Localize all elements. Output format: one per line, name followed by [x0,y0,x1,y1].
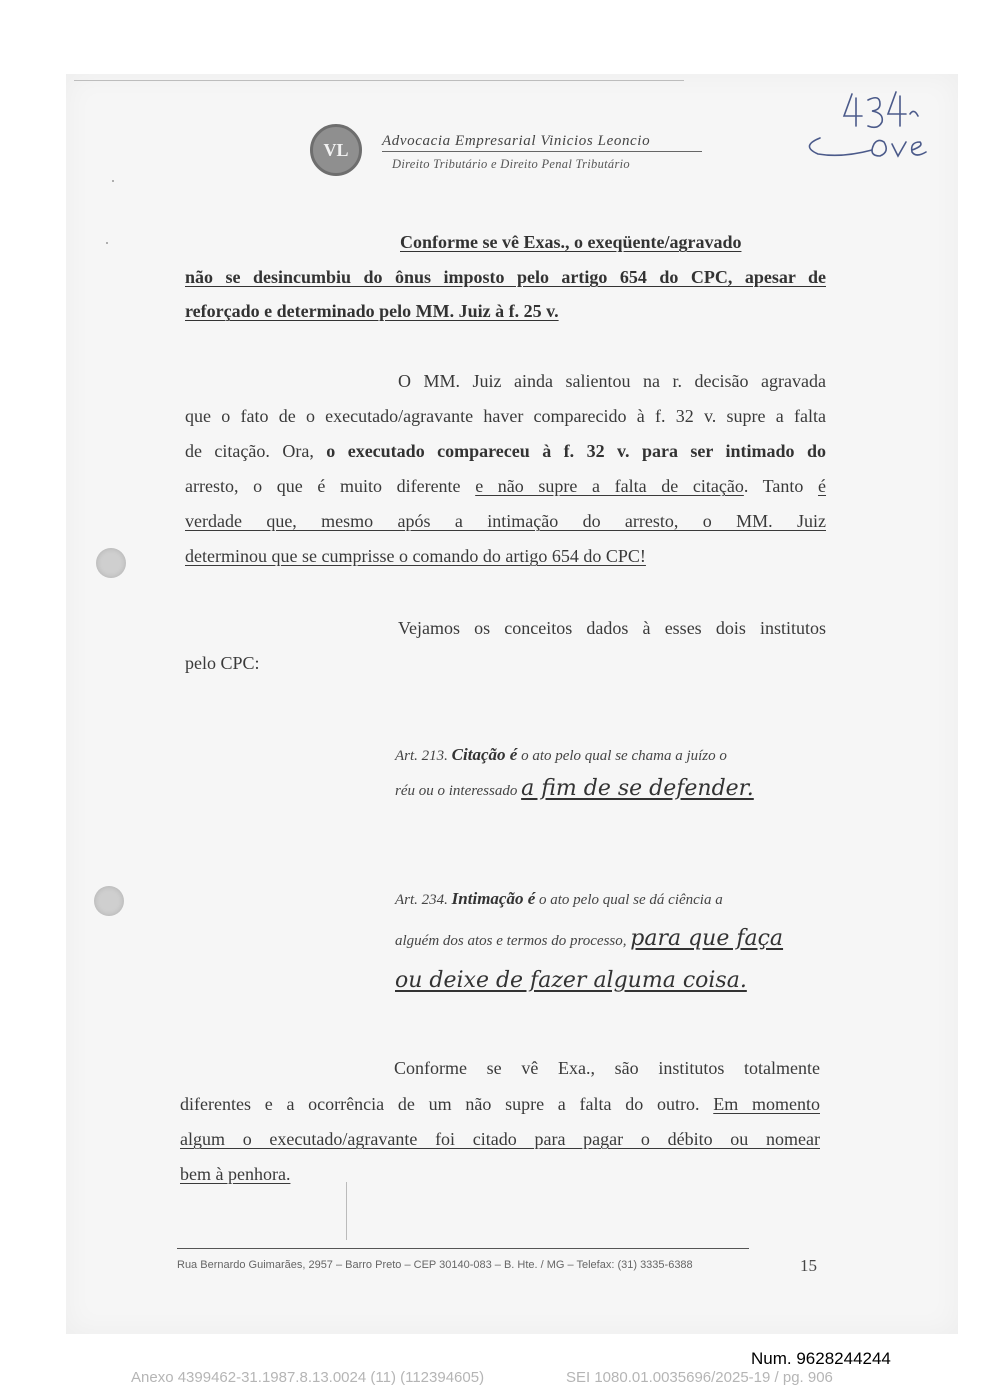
firm-logo [310,124,362,176]
paragraph1-line3: reforçado e determinado pelo MM. Juiz à f. 25 v. [185,301,559,321]
quote-art213-emphasis: a fim de se defender. [521,776,754,801]
quote-art234-term: Intimação é [451,889,536,908]
paragraph4-line3: algum o executado/agravante foi citado para pagar o débito ou nomear [180,1129,820,1149]
punch-hole-upper [96,548,126,578]
scan-mark [346,1182,347,1240]
quote-art234-line2 [395,928,823,952]
punch-hole-lower [94,886,124,916]
paragraph2-line2: que o fato de o executado/agravante haver comparecido à f. 32 v. supre a falta [185,406,826,426]
paragraph2-line4 [185,475,826,497]
paragraph1-line2: não se desincumbiu do ônus imposto pelo artigo 654 do CPC, apesar de [185,267,826,287]
logo-text: VL [323,140,349,160]
paragraph2-line1: O MM. Juiz ainda salientou na r. decisão agravada [398,371,826,391]
quote-art213-term: Citação é [451,745,518,764]
anexo-reference: Anexo 4399462-31.1987.8.13.0024 (11) (112394605) [131,1369,485,1386]
top-edge-line [74,80,684,81]
paragraph4-line2 [180,1093,820,1115]
paragraph2-line4-plain2: . Tanto [743,476,819,496]
paragraph2-line4-underlined2: é [818,476,827,496]
document-number: Num. 9628244244 [751,1349,891,1368]
quote-art213-label: Art. 213. [395,748,448,764]
paragraph2-line6: determinou que se cumprisse o comando do artigo 654 do CPC! [185,546,646,566]
paragraph2-line3 [185,440,826,462]
quote-art234-emphasis1: para que faça [630,926,784,951]
quote-art213-line1 [395,744,823,767]
paragraph4-line4: bem à penhora. [180,1164,291,1184]
paragraph3-line2: pelo CPC: [185,653,260,673]
paragraph4-line2-underlined: Em momento [713,1094,820,1114]
sei-reference: SEI 1080.01.0035696/2025-19 / pg. 906 [566,1369,833,1386]
paragraph2-line4-underlined: e não supre a falta de citação [475,476,744,496]
scan-speck [106,242,108,244]
quote-art234-text: o ato pelo qual se dá ciência a [535,892,723,908]
firm-subtitle: Direito Tributário e Direito Penal Tributário [392,157,630,171]
paragraph2-line3-plain: de citação. Ora, [185,441,327,461]
paragraph1-line1: Conforme se vê Exas., o exeqüente/agravado [400,232,742,252]
page-number: 15 [800,1256,817,1275]
handwritten-annotation [792,86,942,176]
quote-art234-text2: alguém dos atos e termos do processo, [395,933,631,949]
quote-art213-line2 [395,778,823,802]
quote-art213-text2: réu ou o interessado [395,783,522,799]
paragraph2-line5: verdade que, mesmo após a intimação do arresto, o MM. Juiz [185,511,826,531]
scan-speck [112,180,114,182]
quote-art213-text: o ato pelo qual se chama a juízo o [517,748,727,764]
paragraph4-line1: Conforme se vê Exa., são institutos totalmente [394,1058,820,1078]
footer-rule [177,1248,749,1249]
quote-art234-line3 [395,970,823,994]
paragraph2-line4-plain: arresto, o que é muito diferente [185,476,476,496]
firm-name: Advocacia Empresarial Vinicios Leoncio [382,133,702,152]
paragraph3-line1: Vejamos os conceitos dados à esses dois institutos [398,618,826,638]
quote-art234-emphasis2: ou deixe de fazer alguma coisa. [395,968,747,993]
vl-logo-icon [316,130,356,170]
paragraph4-line2-plain: diferentes e a ocorrência de um não supre a falta do outro. [180,1094,714,1114]
quote-art234-line1 [395,888,823,911]
paragraph2-line3-bold: o executado compareceu à f. 32 v. para ser intimado do [326,441,826,461]
quote-art234-label: Art. 234. [395,892,448,908]
footer-address: Rua Bernardo Guimarães, 2957 – Barro Preto – CEP 30140-083 – B. Hte. / MG – Telefax: (31) 3335-6388 [177,1259,693,1271]
